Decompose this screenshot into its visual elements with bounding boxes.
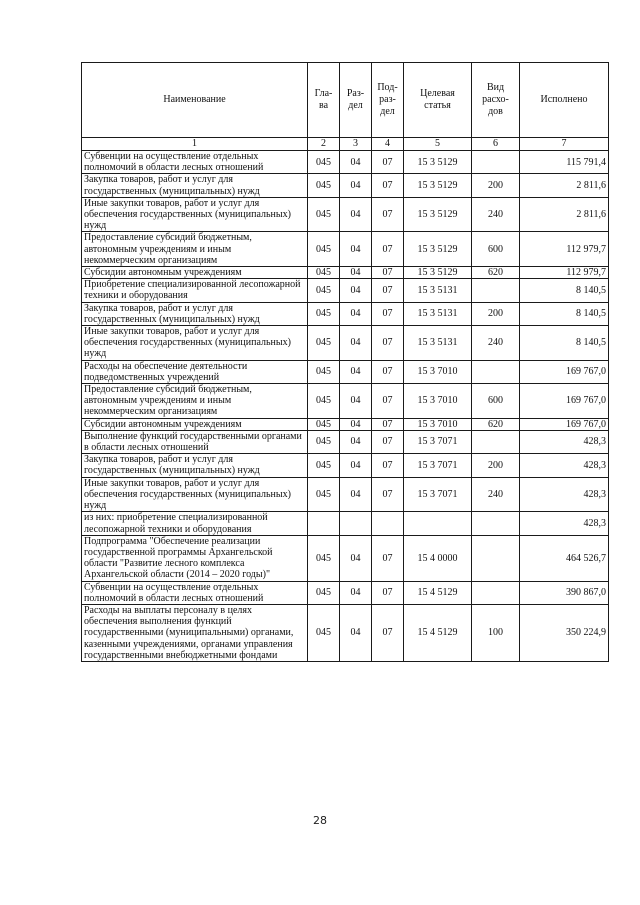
row-expense-type-cell: [472, 581, 520, 604]
row-expense-type-cell: [472, 360, 520, 383]
row-amount-cell: 464 526,7: [520, 535, 609, 581]
row-section-cell: 04: [340, 197, 372, 232]
table-row: [82, 535, 609, 581]
table-row: [82, 302, 609, 325]
row-target-cell: 15 3 5131: [404, 326, 472, 361]
row-subsection-cell: 07: [372, 326, 404, 361]
row-amount-cell: 350 224,9: [520, 604, 609, 661]
row-name-cell: Иные закупки товаров, работ и услуг для обеспечения государственных (муниципальных) нужд: [82, 326, 308, 361]
row-chapter-cell: 045: [308, 267, 340, 279]
row-section-cell: 04: [340, 535, 372, 581]
table-row: [82, 326, 609, 361]
row-subsection-cell: 07: [372, 267, 404, 279]
row-amount-cell: 112 979,7: [520, 267, 609, 279]
row-section-cell: 04: [340, 454, 372, 477]
row-amount-cell: 8 140,5: [520, 302, 609, 325]
table-row: [82, 279, 609, 302]
row-name-cell: Предоставление субсидий бюджетным, автономным учреждениям и иным некоммерческим организациям: [82, 232, 308, 267]
row-expense-type-cell: 100: [472, 604, 520, 661]
row-section-cell: 04: [340, 151, 372, 174]
row-subsection-cell: 07: [372, 360, 404, 383]
header-subsection: Под- раз- дел: [372, 63, 404, 138]
row-subsection-cell: 07: [372, 581, 404, 604]
column-number: 3: [340, 138, 372, 151]
row-name-cell: Субсидии автономным учреждениям: [82, 267, 308, 279]
row-subsection-cell: 07: [372, 279, 404, 302]
row-section-cell: 04: [340, 232, 372, 267]
row-expense-type-cell: 620: [472, 418, 520, 430]
row-amount-cell: 8 140,5: [520, 326, 609, 361]
row-target-cell: 15 3 5131: [404, 279, 472, 302]
row-amount-cell: 115 791,4: [520, 151, 609, 174]
row-expense-type-cell: [472, 430, 520, 453]
row-name-cell: Расходы на обеспечение деятельности подведомственных учреждений: [82, 360, 308, 383]
row-expense-type-cell: 600: [472, 232, 520, 267]
row-target-cell: 15 3 5129: [404, 197, 472, 232]
table-row: [82, 430, 609, 453]
row-chapter-cell: 045: [308, 581, 340, 604]
row-target-cell: [404, 512, 472, 535]
row-section-cell: 04: [340, 267, 372, 279]
table-row: [82, 512, 609, 535]
column-number-row: [82, 138, 609, 151]
row-amount-cell: 2 811,6: [520, 197, 609, 232]
row-chapter-cell: 045: [308, 430, 340, 453]
row-chapter-cell: 045: [308, 384, 340, 419]
row-name-cell: Субвенции на осуществление отдельных полномочий в области лесных отношений: [82, 151, 308, 174]
row-amount-cell: 428,3: [520, 512, 609, 535]
row-target-cell: 15 3 5131: [404, 302, 472, 325]
row-amount-cell: 8 140,5: [520, 279, 609, 302]
row-subsection-cell: 07: [372, 477, 404, 512]
table-row: [82, 581, 609, 604]
row-name-cell: Закупка товаров, работ и услуг для государственных (муниципальных) нужд: [82, 302, 308, 325]
row-section-cell: 04: [340, 418, 372, 430]
row-name-cell: Предоставление субсидий бюджетным, автономным учреждениям и иным некоммерческим организациям: [82, 384, 308, 419]
row-name-cell: Иные закупки товаров, работ и услуг для обеспечения государственных (муниципальных) нужд: [82, 477, 308, 512]
row-chapter-cell: 045: [308, 604, 340, 661]
row-amount-cell: 112 979,7: [520, 232, 609, 267]
row-section-cell: 04: [340, 174, 372, 197]
row-amount-cell: 169 767,0: [520, 360, 609, 383]
row-section-cell: 04: [340, 604, 372, 661]
row-expense-type-cell: 600: [472, 384, 520, 419]
row-expense-type-cell: 200: [472, 302, 520, 325]
column-number: 7: [520, 138, 609, 151]
table-header-row: [82, 63, 609, 138]
table-row: [82, 360, 609, 383]
row-target-cell: 15 3 7071: [404, 454, 472, 477]
row-subsection-cell: 07: [372, 302, 404, 325]
row-target-cell: 15 4 5129: [404, 581, 472, 604]
row-target-cell: 15 3 7071: [404, 430, 472, 453]
table-row: [82, 604, 609, 661]
row-name-cell: Субвенции на осуществление отдельных полномочий в области лесных отношений: [82, 581, 308, 604]
row-amount-cell: 428,3: [520, 477, 609, 512]
row-section-cell: 04: [340, 279, 372, 302]
row-target-cell: 15 3 7010: [404, 418, 472, 430]
row-target-cell: 15 4 5129: [404, 604, 472, 661]
row-chapter-cell: 045: [308, 197, 340, 232]
row-section-cell: [340, 512, 372, 535]
row-expense-type-cell: 620: [472, 267, 520, 279]
budget-execution-table: [81, 62, 609, 662]
row-amount-cell: 2 811,6: [520, 174, 609, 197]
table-row: [82, 477, 609, 512]
table-row: [82, 384, 609, 419]
row-expense-type-cell: 240: [472, 326, 520, 361]
column-number: 2: [308, 138, 340, 151]
table-body: [82, 151, 609, 662]
row-expense-type-cell: [472, 535, 520, 581]
row-name-cell: из них: приобретение специализированной лесопожарной техники и оборудования: [82, 512, 308, 535]
row-target-cell: 15 3 5129: [404, 232, 472, 267]
row-subsection-cell: 07: [372, 384, 404, 419]
row-chapter-cell: 045: [308, 232, 340, 267]
table-row: [82, 174, 609, 197]
column-number: 5: [404, 138, 472, 151]
column-number: 6: [472, 138, 520, 151]
row-target-cell: 15 3 5129: [404, 267, 472, 279]
table-row: [82, 151, 609, 174]
row-expense-type-cell: [472, 279, 520, 302]
row-chapter-cell: 045: [308, 302, 340, 325]
row-amount-cell: 428,3: [520, 454, 609, 477]
row-chapter-cell: 045: [308, 174, 340, 197]
header-section: Раз- дел: [340, 63, 372, 138]
row-target-cell: 15 4 0000: [404, 535, 472, 581]
row-subsection-cell: 07: [372, 454, 404, 477]
row-chapter-cell: 045: [308, 279, 340, 302]
header-executed: Исполнено: [520, 63, 609, 138]
row-target-cell: 15 3 5129: [404, 151, 472, 174]
row-target-cell: 15 3 5129: [404, 174, 472, 197]
row-chapter-cell: 045: [308, 454, 340, 477]
page-number: 28: [313, 814, 327, 827]
row-target-cell: 15 3 7010: [404, 384, 472, 419]
row-amount-cell: 390 867,0: [520, 581, 609, 604]
row-subsection-cell: 07: [372, 430, 404, 453]
row-name-cell: Выполнение функций государственными органами в области лесных отношений: [82, 430, 308, 453]
row-subsection-cell: 07: [372, 535, 404, 581]
column-number: 4: [372, 138, 404, 151]
row-section-cell: 04: [340, 384, 372, 419]
table-row: [82, 454, 609, 477]
row-target-cell: 15 3 7071: [404, 477, 472, 512]
row-subsection-cell: 07: [372, 197, 404, 232]
row-expense-type-cell: 240: [472, 197, 520, 232]
row-expense-type-cell: 240: [472, 477, 520, 512]
row-subsection-cell: [372, 512, 404, 535]
row-name-cell: Иные закупки товаров, работ и услуг для обеспечения государственных (муниципальных) нужд: [82, 197, 308, 232]
table-row: [82, 267, 609, 279]
row-chapter-cell: 045: [308, 477, 340, 512]
row-amount-cell: 428,3: [520, 430, 609, 453]
row-name-cell: Закупка товаров, работ и услуг для государственных (муниципальных) нужд: [82, 174, 308, 197]
row-name-cell: Подпрограмма "Обеспечение реализации государственной программы Архангельской области "Развитие лесного комплекса Архангельской области (2014 – 2020 годы)": [82, 535, 308, 581]
header-chapter: Гла- ва: [308, 63, 340, 138]
row-expense-type-cell: 200: [472, 174, 520, 197]
row-name-cell: Субсидии автономным учреждениям: [82, 418, 308, 430]
column-number: 1: [82, 138, 308, 151]
row-section-cell: 04: [340, 302, 372, 325]
row-subsection-cell: 07: [372, 151, 404, 174]
table-row: [82, 418, 609, 430]
header-expense-type: Вид расхо- дов: [472, 63, 520, 138]
row-section-cell: 04: [340, 581, 372, 604]
header-target: Целевая статья: [404, 63, 472, 138]
row-subsection-cell: 07: [372, 174, 404, 197]
row-section-cell: 04: [340, 360, 372, 383]
table-row: [82, 232, 609, 267]
row-expense-type-cell: [472, 151, 520, 174]
row-subsection-cell: 07: [372, 418, 404, 430]
row-expense-type-cell: [472, 512, 520, 535]
row-section-cell: 04: [340, 326, 372, 361]
row-name-cell: Приобретение специализированной лесопожарной техники и оборудования: [82, 279, 308, 302]
row-amount-cell: 169 767,0: [520, 418, 609, 430]
row-section-cell: 04: [340, 477, 372, 512]
row-name-cell: Закупка товаров, работ и услуг для государственных (муниципальных) нужд: [82, 454, 308, 477]
row-chapter-cell: [308, 512, 340, 535]
row-name-cell: Расходы на выплаты персоналу в целях обеспечения выполнения функций государственными (муниципальными) органами, казенными учреждениями, органами управления государственными внебюджетными фондами: [82, 604, 308, 661]
row-subsection-cell: 07: [372, 604, 404, 661]
row-chapter-cell: 045: [308, 151, 340, 174]
row-chapter-cell: 045: [308, 535, 340, 581]
table-row: [82, 197, 609, 232]
header-name: Наименование: [82, 63, 308, 138]
row-subsection-cell: 07: [372, 232, 404, 267]
row-chapter-cell: 045: [308, 360, 340, 383]
row-chapter-cell: 045: [308, 418, 340, 430]
row-amount-cell: 169 767,0: [520, 384, 609, 419]
row-expense-type-cell: 200: [472, 454, 520, 477]
row-target-cell: 15 3 7010: [404, 360, 472, 383]
row-chapter-cell: 045: [308, 326, 340, 361]
row-section-cell: 04: [340, 430, 372, 453]
